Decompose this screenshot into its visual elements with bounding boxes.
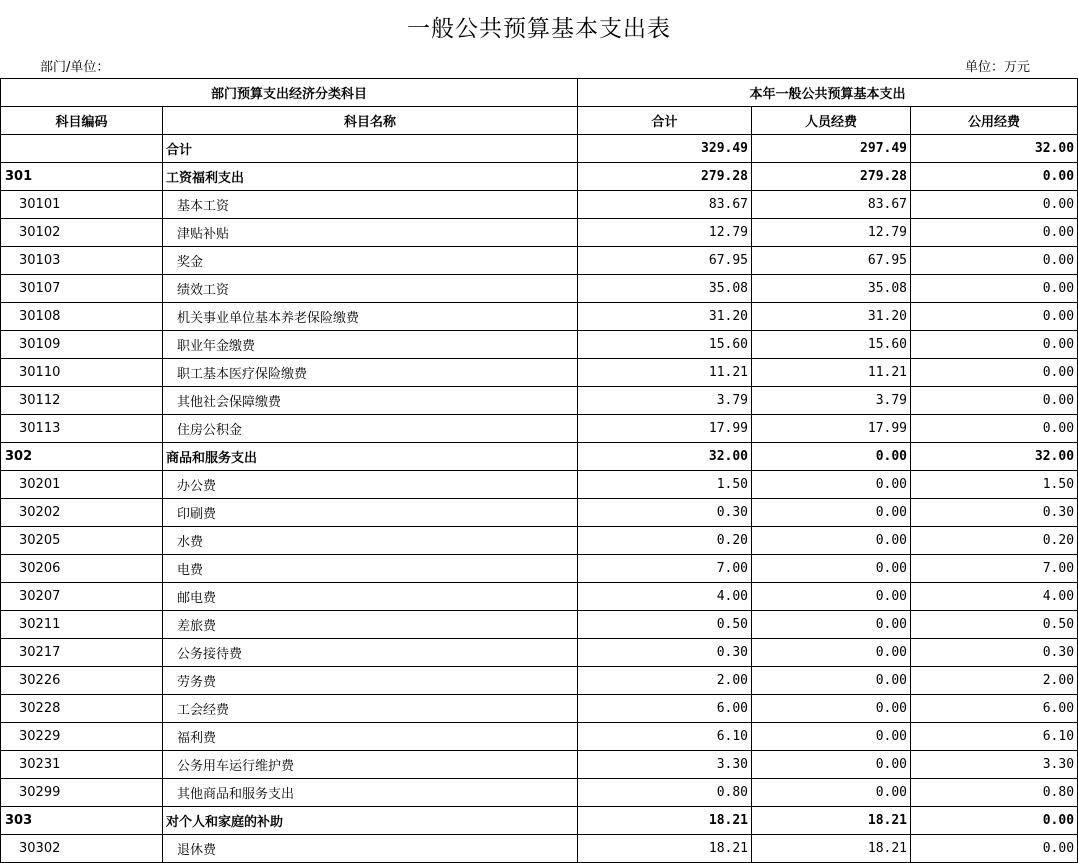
cell-total: 1.50	[578, 471, 752, 499]
header-column-row	[1, 107, 1078, 135]
cell-personnel-expense: 17.99	[752, 415, 911, 443]
cell-personnel-expense: 18.21	[752, 807, 911, 835]
cell-public-expense: 32.00	[911, 443, 1078, 471]
table-row	[1, 667, 1078, 695]
table-row	[1, 191, 1078, 219]
cell-public-expense: 7.00	[911, 555, 1078, 583]
cell-public-expense: 6.10	[911, 723, 1078, 751]
cell-subject-name: 公务用车运行维护费	[163, 751, 578, 779]
cell-public-expense: 32.00	[911, 135, 1078, 163]
cell-personnel-expense: 0.00	[752, 667, 911, 695]
cell-subject-name: 商品和服务支出	[163, 443, 578, 471]
cell-public-expense: 0.00	[911, 835, 1078, 863]
cell-public-expense: 0.00	[911, 219, 1078, 247]
cell-subject-name: 公务接待费	[163, 639, 578, 667]
cell-total: 2.00	[578, 667, 752, 695]
cell-personnel-expense: 3.79	[752, 387, 911, 415]
cell-total: 18.21	[578, 807, 752, 835]
cell-subject-name: 办公费	[163, 471, 578, 499]
cell-personnel-expense: 0.00	[752, 555, 911, 583]
cell-public-expense: 0.00	[911, 303, 1078, 331]
cell-public-expense: 6.00	[911, 695, 1078, 723]
header-subject-code: 科目编码	[1, 107, 163, 135]
table-row	[1, 387, 1078, 415]
cell-subject-name: 退休费	[163, 835, 578, 863]
cell-personnel-expense: 12.79	[752, 219, 911, 247]
cell-subject-name: 其他商品和服务支出	[163, 779, 578, 807]
cell-public-expense: 0.00	[911, 247, 1078, 275]
table-row	[1, 359, 1078, 387]
cell-total: 12.79	[578, 219, 752, 247]
cell-personnel-expense: 15.60	[752, 331, 911, 359]
cell-subject-code: 30211	[1, 611, 163, 639]
cell-subject-name: 基本工资	[163, 191, 578, 219]
cell-subject-name: 其他社会保障缴费	[163, 387, 578, 415]
cell-total: 3.30	[578, 751, 752, 779]
cell-personnel-expense: 0.00	[752, 583, 911, 611]
cell-personnel-expense: 0.00	[752, 639, 911, 667]
cell-total: 83.67	[578, 191, 752, 219]
cell-personnel-expense: 11.21	[752, 359, 911, 387]
table-row	[1, 723, 1078, 751]
cell-subject-code: 30109	[1, 331, 163, 359]
cell-subject-name: 奖金	[163, 247, 578, 275]
department-label: 部门/单位：	[40, 60, 110, 75]
header-subject-name: 科目名称	[163, 107, 578, 135]
cell-subject-code: 30229	[1, 723, 163, 751]
cell-subject-code: 30205	[1, 527, 163, 555]
cell-subject-name: 合计	[163, 135, 578, 163]
cell-subject-code: 302	[1, 443, 163, 471]
cell-subject-code: 30112	[1, 387, 163, 415]
header-personnel-expense: 人员经费	[752, 107, 911, 135]
cell-total: 15.60	[578, 331, 752, 359]
cell-public-expense: 0.20	[911, 527, 1078, 555]
table-row	[1, 499, 1078, 527]
cell-total: 0.30	[578, 499, 752, 527]
cell-public-expense: 0.00	[911, 331, 1078, 359]
cell-subject-code: 30226	[1, 667, 163, 695]
cell-total: 35.08	[578, 275, 752, 303]
cell-total: 6.10	[578, 723, 752, 751]
table-row	[1, 779, 1078, 807]
table-row	[1, 443, 1078, 471]
cell-total: 279.28	[578, 163, 752, 191]
cell-public-expense: 1.50	[911, 471, 1078, 499]
cell-subject-name: 印刷费	[163, 499, 578, 527]
cell-subject-code: 30102	[1, 219, 163, 247]
cell-total: 0.30	[578, 639, 752, 667]
budget-table	[0, 78, 1078, 863]
cell-total: 3.79	[578, 387, 752, 415]
cell-subject-name: 差旅费	[163, 611, 578, 639]
table-row	[1, 835, 1078, 863]
cell-personnel-expense: 279.28	[752, 163, 911, 191]
header-public-expense: 公用经费	[911, 107, 1078, 135]
table-row	[1, 415, 1078, 443]
cell-subject-name: 水费	[163, 527, 578, 555]
cell-public-expense: 0.00	[911, 191, 1078, 219]
cell-total: 6.00	[578, 695, 752, 723]
table-row	[1, 471, 1078, 499]
cell-public-expense: 3.30	[911, 751, 1078, 779]
table-row	[1, 247, 1078, 275]
cell-subject-code: 30201	[1, 471, 163, 499]
cell-personnel-expense: 0.00	[752, 471, 911, 499]
cell-personnel-expense: 0.00	[752, 695, 911, 723]
cell-personnel-expense: 0.00	[752, 779, 911, 807]
table-row	[1, 331, 1078, 359]
cell-public-expense: 4.00	[911, 583, 1078, 611]
cell-subject-name: 工会经费	[163, 695, 578, 723]
header-total: 合计	[578, 107, 752, 135]
cell-public-expense: 0.00	[911, 387, 1078, 415]
cell-total: 32.00	[578, 443, 752, 471]
cell-public-expense: 0.30	[911, 499, 1078, 527]
cell-subject-code	[1, 135, 163, 163]
cell-subject-code: 30231	[1, 751, 163, 779]
cell-subject-code: 30107	[1, 275, 163, 303]
cell-subject-name: 津贴补贴	[163, 219, 578, 247]
cell-total: 0.80	[578, 779, 752, 807]
cell-subject-code: 30110	[1, 359, 163, 387]
cell-personnel-expense: 297.49	[752, 135, 911, 163]
cell-subject-name: 机关事业单位基本养老保险缴费	[163, 303, 578, 331]
cell-subject-name: 邮电费	[163, 583, 578, 611]
table-row	[1, 135, 1078, 163]
cell-personnel-expense: 0.00	[752, 443, 911, 471]
cell-personnel-expense: 0.00	[752, 723, 911, 751]
cell-subject-code: 30101	[1, 191, 163, 219]
cell-personnel-expense: 0.00	[752, 751, 911, 779]
table-row	[1, 611, 1078, 639]
cell-public-expense: 0.00	[911, 275, 1078, 303]
table-row	[1, 807, 1078, 835]
header-group-row	[1, 79, 1078, 107]
cell-public-expense: 0.50	[911, 611, 1078, 639]
cell-subject-code: 303	[1, 807, 163, 835]
cell-personnel-expense: 0.00	[752, 611, 911, 639]
cell-personnel-expense: 83.67	[752, 191, 911, 219]
cell-personnel-expense: 31.20	[752, 303, 911, 331]
page-title: 一般公共预算基本支出表	[407, 16, 671, 42]
cell-personnel-expense: 67.95	[752, 247, 911, 275]
cell-total: 329.49	[578, 135, 752, 163]
header-basic-expenditure: 本年一般公共预算基本支出	[578, 79, 1078, 107]
cell-public-expense: 0.00	[911, 415, 1078, 443]
cell-total: 67.95	[578, 247, 752, 275]
cell-personnel-expense: 35.08	[752, 275, 911, 303]
table-row	[1, 527, 1078, 555]
cell-public-expense: 0.00	[911, 359, 1078, 387]
table-row	[1, 695, 1078, 723]
table-row	[1, 583, 1078, 611]
cell-total: 0.20	[578, 527, 752, 555]
cell-personnel-expense: 18.21	[752, 835, 911, 863]
cell-public-expense: 0.80	[911, 779, 1078, 807]
cell-subject-name: 对个人和家庭的补助	[163, 807, 578, 835]
cell-subject-name: 住房公积金	[163, 415, 578, 443]
cell-public-expense: 0.30	[911, 639, 1078, 667]
cell-subject-code: 30113	[1, 415, 163, 443]
table-row	[1, 163, 1078, 191]
cell-subject-code: 30202	[1, 499, 163, 527]
cell-subject-code: 301	[1, 163, 163, 191]
table-row	[1, 555, 1078, 583]
cell-subject-name: 福利费	[163, 723, 578, 751]
cell-subject-code: 30302	[1, 835, 163, 863]
cell-total: 4.00	[578, 583, 752, 611]
cell-total: 7.00	[578, 555, 752, 583]
cell-subject-code: 30103	[1, 247, 163, 275]
cell-subject-code: 30228	[1, 695, 163, 723]
cell-subject-code: 30217	[1, 639, 163, 667]
cell-total: 18.21	[578, 835, 752, 863]
cell-subject-name: 电费	[163, 555, 578, 583]
cell-total: 17.99	[578, 415, 752, 443]
cell-personnel-expense: 0.00	[752, 527, 911, 555]
cell-total: 11.21	[578, 359, 752, 387]
cell-subject-name: 职工基本医疗保险缴费	[163, 359, 578, 387]
table-row	[1, 275, 1078, 303]
cell-subject-name: 职业年金缴费	[163, 331, 578, 359]
cell-public-expense: 0.00	[911, 163, 1078, 191]
cell-total: 31.20	[578, 303, 752, 331]
cell-public-expense: 2.00	[911, 667, 1078, 695]
unit-label: 单位：万元	[964, 60, 1030, 75]
cell-subject-code: 30207	[1, 583, 163, 611]
table-row	[1, 751, 1078, 779]
cell-personnel-expense: 0.00	[752, 499, 911, 527]
cell-subject-code: 30108	[1, 303, 163, 331]
cell-subject-name: 劳务费	[163, 667, 578, 695]
cell-subject-code: 30299	[1, 779, 163, 807]
table-row	[1, 639, 1078, 667]
header-economic-classification: 部门预算支出经济分类科目	[1, 79, 578, 107]
cell-public-expense: 0.00	[911, 807, 1078, 835]
cell-subject-code: 30206	[1, 555, 163, 583]
table-row	[1, 219, 1078, 247]
cell-subject-name: 工资福利支出	[163, 163, 578, 191]
cell-subject-name: 绩效工资	[163, 275, 578, 303]
cell-total: 0.50	[578, 611, 752, 639]
table-row	[1, 303, 1078, 331]
